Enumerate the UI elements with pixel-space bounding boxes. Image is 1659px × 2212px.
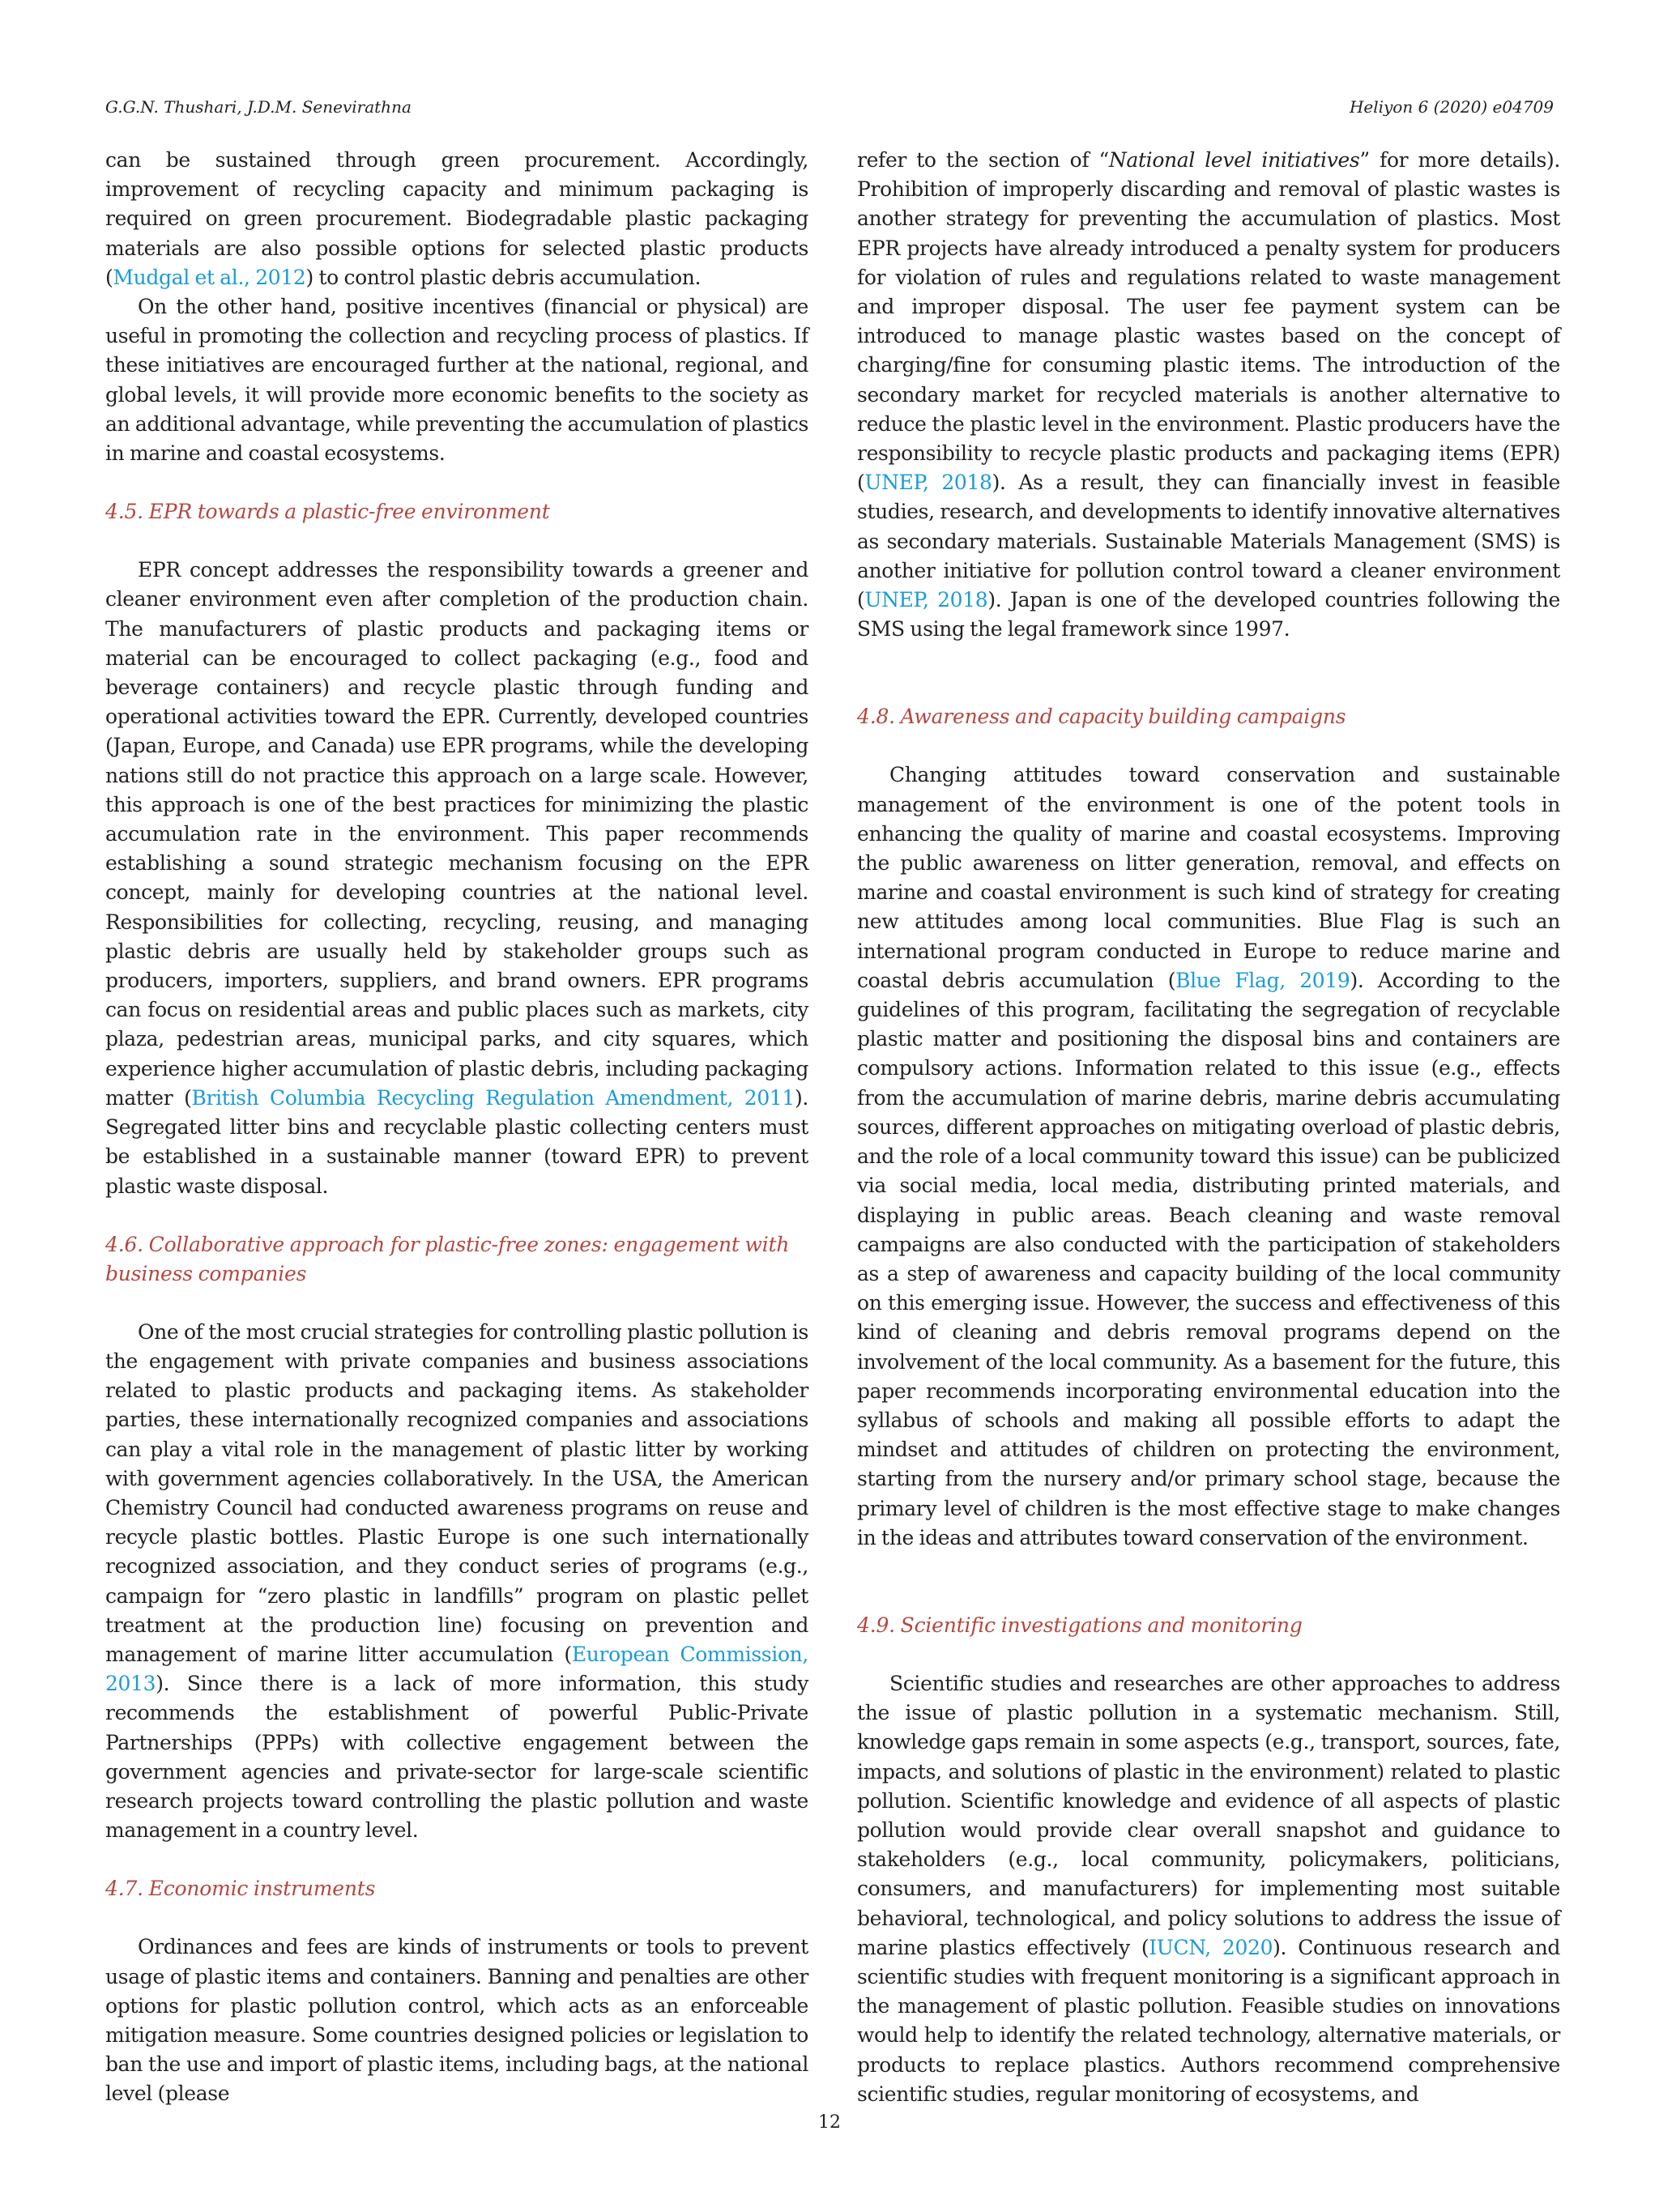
right-column [857, 146, 1560, 2109]
section-heading-4-7: 4.7. Economic instruments [105, 1877, 376, 1901]
citation-link[interactable]: European Commission, 2013 [105, 1642, 808, 1696]
citation-link[interactable]: UNEP, 2018 [864, 588, 988, 612]
header-authors: G.G.N. Thushari, J.D.M. Senevirathna [105, 97, 412, 117]
header-journal: Heliyon 6 (2020) e04709 [1349, 97, 1554, 117]
paragraph: refer to the section of “National level initiatives” for more details). Prohibition of improperly discarding and removal of plastic wastes is another strategy for preventing the accumulation of plastics. Most EPR projects have already introduced a penalty system for producers for violation of rules and regulations related to waste management and improper disposal. The user fee payment system can be introduced to manage plastic wastes based on the concept of charging/fine for consuming plastic items. The introduction of the secondary market for recycled materials is another alternative to reduce the plastic level in the environment. Plastic producers have the responsibility to recycle plastic products and packaging items (EPR) (UNEP, 2018). As a result, they can financially invest in feasible studies, research, and developments to identify innovative alternatives as secondary materials. Sustainable Materials Management (SMS) is another initiative for pollution control toward a cleaner environment (UNEP, 2018). Japan is one of the developed countries following the SMS using the legal framework since 1997. [857, 148, 1560, 641]
paragraph: One of the most crucial strategies for controlling plastic pollution is the engagement with private companies and business associations related to plastic products and packaging items. As stakeholder parties, these internationally recognized companies and associations can play a vital role in the management of plastic litter by working with government agencies collaboratively. In the USA, the American Chemistry Council had conducted awareness programs on reuse and recycle plastic bottles. Plastic Europe is one such internationally recognized association, and they conduct series of programs (e.g., campaign for “zero plastic in landfills” program on plastic pellet treatment at the production line) focusing on prevention and management of marine litter accumulation (European Commission, 2013). Since there is a lack of more information, this study recommends the establishment of powerful Public-Private Partnerships (PPPs) with collective engagement between the government agencies and private-sector for large-scale scientific research projects toward controlling the plastic pollution and waste management in a country level. [105, 1319, 808, 1843]
paragraph: On the other hand, positive incentives (financial or physical) are useful in promoting the collection and recycling process of plastics. If these initiatives are encouraged further at the national, regional, and global levels, it will provide more economic benefits to the society as an additional advantage, while preventing the accumulation of plastics in marine and coastal ecosystems. [105, 295, 808, 466]
section-heading-4-5: 4.5. EPR towards a plastic-free environment [105, 500, 550, 524]
paragraph: Changing attitudes toward conservation and sustainable management of the environment is one of the potent tools in enhancing the quality of marine and coastal ecosystems. Improving the public awareness on litter generation, removal, and effects on marine and coastal environment is such kind of strategy for creating new attitudes among local communities. Blue Flag is such an international program conducted in Europe to reduce marine and coastal debris accumulation (Blue Flag, 2019). According to the guidelines of this program, facilitating the segregation of recyclable plastic matter and positioning the disposal bins and containers are compulsory actions. Information related to this issue (e.g., effects from the accumulation of marine debris, marine debris accumulating sources, different approaches on mitigating overload of plastic debris, and the role of a local community toward this issue) can be publicized via social media, local media, distributing printed materials, and displaying in public areas. Beach cleaning and waste removal campaigns are also conducted with the participation of stakeholders as a step of awareness and capacity building of the local community on this emerging issue. However, the success and effectiveness of this kind of cleaning and debris removal programs depend on the involvement of the local community. As a basement for the future, this paper recommends incorporating environmental education into the syllabus of schools and making all possible efforts to adapt the mindset and attitudes of children on protecting the environment, starting from the nursery and/or primary school stage, because the primary level of children is the most effective stage to make changes in the ideas and attributes toward conservation of the environment. [857, 763, 1560, 1549]
citation-link[interactable]: British Columbia Recycling Regulation Amendment, 2011 [191, 1085, 795, 1110]
section-heading-4-6: 4.6. Collaborative approach for plastic-free zones: engagement with business companies [105, 1232, 790, 1285]
section-heading-4-8: 4.8. Awareness and capacity building campaigns [857, 705, 1346, 729]
paragraph: Ordinances and fees are kinds of instruments or tools to prevent usage of plastic items and containers. Banning and penalties are other options for plastic pollution control, which acts as an enforceable mitigation measure. Some countries designed policies or legislation to ban the use and import of plastic items, including bags, at the national level (please [105, 1935, 808, 2106]
page-number: 12 [818, 2112, 841, 2133]
paragraph: EPR concept addresses the responsibility towards a greener and cleaner environment even after completion of the production chain. The manufacturers of plastic products and packaging items or material can be encouraged to collect packaging (e.g., food and beverage containers) and recycle plastic through funding and operational activities toward the EPR. Currently, developed countries (Japan, Europe, and Canada) use EPR programs, while the developing nations still do not practice this approach on a large scale. However, this approach is one of the best practices for minimizing the plastic accumulation rate in the environment. This paper recommends establishing a sound strategic mechanism focusing on the EPR concept, mainly for developing countries at the national level. Responsibilities for collecting, recycling, reusing, and managing plastic debris are usually held by stakeholder groups such as producers, importers, suppliers, and brand owners. EPR programs can focus on residential areas and public places such as markets, city plaza, pedestrian areas, municipal parks, and city squares, which experience higher accumulation of plastic debris, including packaging matter (British Columbia Recycling Regulation Amendment, 2011). Segregated litter bins and recyclable plastic collecting centers must be established in a sustainable manner (toward EPR) to prevent plastic waste disposal. [105, 558, 808, 1198]
left-column [105, 146, 808, 2109]
citation-link[interactable]: IUCN, 2020 [1149, 1935, 1273, 1959]
paragraph: can be sustained through green procurement. Accordingly, improvement of recycling capacity and minimum packaging is required on green procurement. Biodegradable plastic packaging materials are also possible options for selected plastic products (Mudgal et al., 2012) to control plastic debris accumulation. [105, 148, 808, 289]
running-header [105, 96, 1554, 118]
section-heading-4-9: 4.9. Scientific investigations and monitoring [857, 1613, 1303, 1637]
citation-link[interactable]: UNEP, 2018 [864, 471, 992, 495]
paragraph: Scientific studies and researches are other approaches to address the issue of plastic pollution in a systematic mechanism. Still, knowledge gaps remain in some aspects (e.g., transport, sources, fate, impacts, and solutions of plastic in the environment) related to plastic pollution. Scientific knowledge and evidence of all aspects of plastic pollution would provide clear overall snapshot and guidance to stakeholders (e.g., local community, policymakers, politicians, consumers, and manufacturers) for implementing most suitable behavioral, technological, and policy solutions to address the issue of marine plastics effectively (IUCN, 2020). Continuous research and scientific studies with frequent monitoring is a significant approach in the management of plastic pollution. Feasible studies on innovations would help to identify the related technology, alternative materials, or products to replace plastics. Authors recommend comprehensive scientific studies, regular monitoring of ecosystems, and [857, 1671, 1560, 2106]
citation-link[interactable]: Mudgal et al., 2012 [113, 265, 306, 289]
citation-link[interactable]: Blue Flag, 2019 [1175, 968, 1350, 992]
